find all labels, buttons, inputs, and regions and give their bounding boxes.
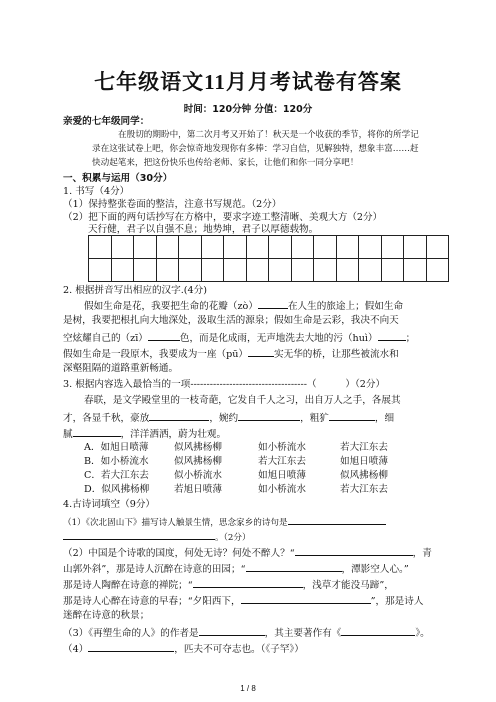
option-c-4: 似风拂杨柳 [340, 470, 388, 481]
answer-blank[interactable] [295, 545, 413, 556]
exam-info: 时间：120分钟 分值：120分 [183, 104, 313, 115]
q3-line: 春联，是文学殿堂里的一枝奇葩，它发自千人之习，出自万人之手，各展其 [84, 395, 401, 406]
question-2-head: 2. 根据拼音写出相应的汉字.(4分) [63, 285, 207, 296]
option-c-2: 似小桥流水 [174, 470, 222, 481]
q2-line: 深壑阻隔的道路重新畅通。 [63, 363, 179, 374]
q3-line: 才，各显千秋，豪放 ，婉约 ，粗犷 ，细 [63, 410, 394, 425]
section-heading: 一、积累与运用（30分） [63, 173, 173, 184]
option-b-2: 似风拂杨柳 [174, 456, 222, 467]
answer-blank[interactable] [73, 426, 121, 437]
intro-line: 在殷切的期盼中，第二次月考又开始了！秋天是一个收获的季节，将你的所学记 [118, 130, 419, 140]
q4-line: 迷醉在诗意的秋景； [63, 610, 150, 621]
q2-line: 假如生命是一段原木，我要成为一座（pū） 实无华的桥，让那些被流水和 [63, 346, 399, 361]
q2-line: 是树，我要把根扎向大地深处，汲取生活的源泉；假如生命是云彩，我决不向天 [63, 315, 399, 326]
answer-blank[interactable] [63, 529, 215, 540]
option-d[interactable]: D．似风拂杨柳 [84, 484, 150, 495]
answer-blank[interactable] [248, 346, 274, 357]
answer-blank[interactable] [329, 410, 375, 421]
q4-line: 山郭外斜”，那是诗人沉醉在诗意的田园；“ ，潭影空人心。” [63, 561, 409, 576]
option-d-3: 如小桥流水 [258, 484, 306, 495]
answer-blank[interactable] [246, 561, 342, 572]
answer-blank[interactable] [288, 514, 386, 525]
question-3-head: 3. 根据内容选入最恰当的一项------------------------------------（ ）（2分） [63, 379, 386, 390]
copy-sentence: 天行健，君子以自强不息；地势坤，君子以厚德载物。 [88, 224, 319, 235]
writing-grid[interactable] [88, 235, 449, 282]
answer-blank[interactable] [199, 625, 265, 636]
option-b-3: 若大江东去 [258, 456, 306, 467]
page-number: 1 / 8 [240, 684, 256, 693]
answer-blank[interactable] [148, 330, 180, 341]
q4-line: （3）《再塑生命的人》的作者是 ，其主要著作有《 》。 [63, 625, 430, 640]
greeting: 亲爱的七年级同学： [63, 116, 150, 127]
option-a-4: 若大江东去 [340, 442, 388, 453]
option-c-3: 如旭日喷薄 [258, 470, 306, 481]
intro-line: 录在这张试卷上吧，你会惊奇地发现你有多棒：学习自信，见解独特，想象丰富……赶 [92, 144, 419, 154]
answer-blank[interactable] [258, 298, 288, 309]
answer-blank[interactable] [88, 641, 174, 652]
q4-line: 那是诗人陶醉在诗意的禅院；“ ，浅草才能没马蹄”， [63, 577, 394, 592]
q3-line: 腻 ，洋洋洒洒，蔚为壮观。 [63, 426, 226, 441]
intro-line: 快动起笔来，把这份快乐也传给老师、家长，让他们和你一同分享吧！ [92, 158, 359, 168]
q2-line: 假如生命是花，我要把生命的花瓣（zò） 在人生的旅途上；假如生命 [84, 298, 403, 313]
q4-line: （2）中国是个诗歌的国度，何处无诗？何处不醉人？“ ，青 [63, 545, 432, 560]
q4-line: 那是诗人心醉在诗意的早春；“夕阳西下， ”，那是诗人 [63, 593, 423, 608]
option-a-3: 如小桥流水 [258, 442, 306, 453]
question-1-part-1: （1）保持整张卷面的整洁，注意书写规范。（2分） [63, 199, 282, 210]
q4-line: （1）《次北固山下》描写诗人触景生情，思念家乡的诗句是 [63, 514, 386, 530]
page-title: 七年级语文11月月考试卷有答案 [94, 70, 402, 94]
question-1-part-2: （2）把下面的两句话抄写在方格中，要求字迹工整清晰、美观大方（2分） [63, 212, 383, 223]
q4-line: （4） ，匹夫不可夺志也。（《子罕》） [63, 641, 304, 656]
q4-line: 。（2分） [63, 529, 251, 545]
option-a[interactable]: A．如旭日喷薄 [84, 442, 149, 453]
question-1-head: 1. 书写（4分） [63, 186, 130, 197]
answer-blank[interactable] [193, 577, 303, 588]
option-b-4: 如旭日喷薄 [340, 456, 388, 467]
answer-blank[interactable] [241, 593, 371, 604]
q2-line: 空炫耀自己的（zī） 色，而是化成雨，无声地洗去大地的污（huì） ； [63, 330, 415, 345]
option-d-2: 若旭日喷薄 [174, 484, 222, 495]
option-a-2: 似风拂杨柳 [174, 442, 222, 453]
option-b[interactable]: B．如小桥流水 [84, 456, 149, 467]
option-d-4: 若大江东去 [340, 484, 388, 495]
answer-blank[interactable] [378, 330, 406, 341]
answer-blank[interactable] [238, 410, 300, 421]
option-c[interactable]: C．若大江东去 [84, 470, 149, 481]
answer-blank[interactable] [149, 410, 209, 421]
answer-blank[interactable] [341, 625, 415, 636]
question-4-head: 4.古诗词填空（9分） [63, 499, 156, 510]
